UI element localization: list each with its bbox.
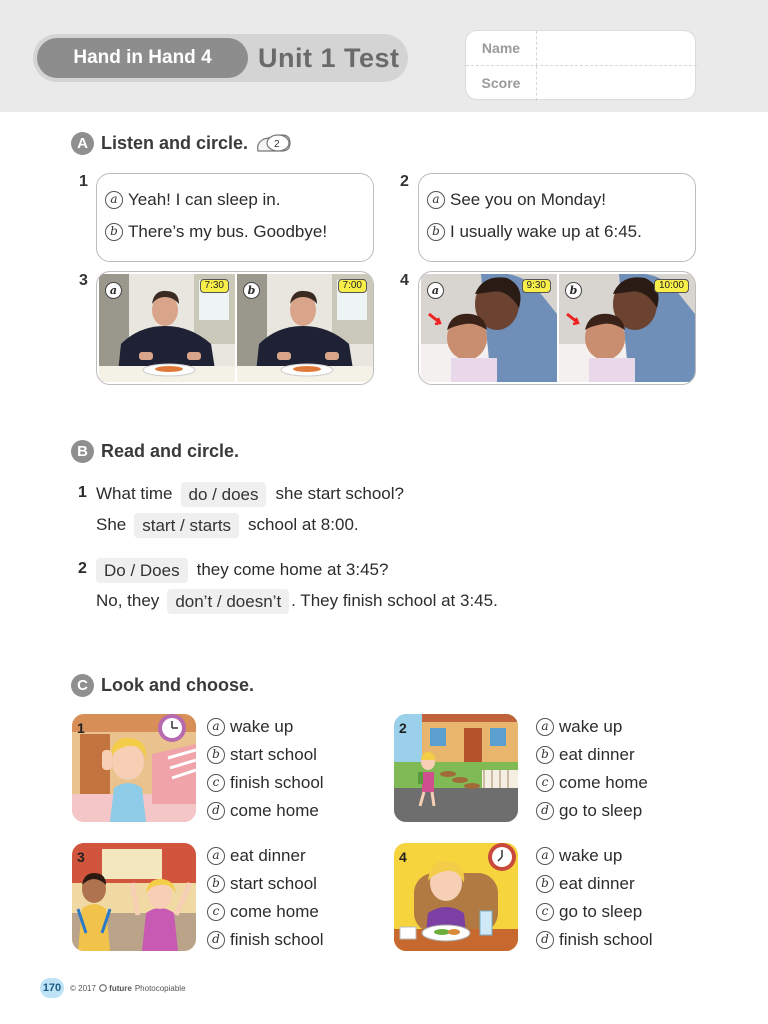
b-question-1-line-2: [96, 512, 359, 538]
photo-option-a[interactable]: [99, 274, 235, 382]
option-text: Yeah! I can sleep in.: [128, 190, 281, 209]
sentence-text: No, they: [96, 591, 160, 610]
publisher-logo: [99, 984, 132, 993]
options-4: [536, 842, 653, 954]
track-number: 2: [274, 139, 280, 150]
sentence-text: they come home at 3:45?: [196, 560, 389, 579]
photo-option-b[interactable]: [559, 274, 695, 382]
section-a-badge: A: [71, 132, 94, 155]
option-row[interactable]: [207, 713, 324, 741]
option-text: There’s my bus. Goodbye!: [128, 222, 328, 241]
b-question-2-line-2: [96, 588, 498, 614]
sentence-text: school at 8:00.: [248, 515, 359, 534]
picture-4-eating-dinner: [394, 843, 518, 951]
option-row[interactable]: [207, 842, 324, 870]
option-text: come home: [230, 902, 319, 921]
option-b-circle[interactable]: b: [427, 223, 445, 241]
section-b-badge: B: [71, 440, 94, 463]
option-text: eat dinner: [230, 846, 306, 865]
option-b-circle[interactable]: b: [105, 223, 123, 241]
section-c-badge: C: [71, 674, 94, 697]
option-text: wake up: [559, 846, 623, 865]
section-a-title: Listen and circle.: [101, 132, 249, 153]
options-2: [536, 713, 648, 825]
option-text: finish school: [230, 930, 324, 949]
option-text: come home: [559, 773, 648, 792]
word-choice[interactable]: don’t / doesn’t: [167, 589, 289, 614]
b-question-1-line-1: [96, 481, 404, 507]
page-header: [0, 0, 768, 112]
sentence-text: she start school?: [275, 484, 404, 503]
picture-2-coming-home: [394, 714, 518, 822]
word-choice[interactable]: do / does: [181, 482, 267, 507]
option-row[interactable]: [207, 769, 324, 797]
option-circle[interactable]: b: [207, 875, 225, 893]
clock-time: 10:00: [654, 279, 689, 293]
option-row[interactable]: [536, 769, 648, 797]
picture-1-waking-up: [72, 714, 196, 822]
picture-number: 3: [77, 849, 85, 865]
question-1-option-b[interactable]: [105, 222, 327, 242]
photo-option-a[interactable]: [421, 274, 557, 382]
option-text: go to sleep: [559, 801, 643, 820]
option-circle[interactable]: a: [207, 718, 225, 736]
option-a-circle[interactable]: a: [105, 191, 123, 209]
page-footer: [40, 978, 186, 998]
option-text: start school: [230, 745, 317, 764]
question-3-photos: [96, 271, 374, 385]
section-b-heading: [71, 439, 239, 463]
question-number: 1: [79, 173, 88, 190]
option-row[interactable]: [536, 713, 648, 741]
option-circle[interactable]: d: [536, 802, 554, 820]
option-row[interactable]: [536, 797, 648, 825]
option-text: finish school: [559, 930, 653, 949]
question-number: 1: [78, 484, 87, 501]
copyright-text: © 2017: [70, 983, 96, 993]
option-text: go to sleep: [559, 902, 643, 921]
question-1-box: [96, 173, 374, 262]
page-number: 170: [40, 978, 64, 998]
score-row[interactable]: [466, 66, 697, 101]
option-circle[interactable]: b: [207, 746, 225, 764]
option-text: wake up: [230, 717, 294, 736]
question-1-option-a[interactable]: [105, 190, 281, 210]
section-b-title: Read and circle.: [101, 440, 240, 461]
b-question-2-line-1: [88, 557, 388, 583]
audio-cd-icon[interactable]: [254, 131, 294, 155]
option-circle[interactable]: c: [207, 903, 225, 921]
name-row[interactable]: [466, 31, 697, 66]
question-4-photos: [418, 271, 696, 385]
options-1: [207, 713, 324, 825]
option-circle[interactable]: c: [207, 774, 225, 792]
sentence-text: She: [96, 515, 127, 534]
option-row[interactable]: [207, 870, 324, 898]
picture-number: 2: [399, 720, 407, 736]
question-2-option-a[interactable]: [427, 190, 606, 210]
clock-time: 9:30: [522, 279, 551, 293]
option-text: start school: [230, 874, 317, 893]
name-label: Name: [466, 31, 537, 66]
section-c-heading: [71, 673, 254, 697]
photo-option-b[interactable]: [237, 274, 373, 382]
unit-title: Unit 1 Test: [258, 43, 400, 73]
option-text: See you on Monday!: [450, 190, 606, 209]
photo-tag-a: a: [427, 282, 444, 299]
option-row[interactable]: [536, 741, 648, 769]
option-text: eat dinner: [559, 874, 635, 893]
word-choice[interactable]: Do / Does: [96, 558, 188, 583]
question-2-box: [418, 173, 696, 262]
picture-number: 4: [399, 849, 407, 865]
option-circle[interactable]: b: [536, 875, 554, 893]
option-circle[interactable]: a: [207, 847, 225, 865]
option-circle[interactable]: c: [536, 774, 554, 792]
photo-tag-a: a: [105, 282, 122, 299]
option-circle[interactable]: a: [536, 718, 554, 736]
option-circle[interactable]: d: [536, 931, 554, 949]
option-a-circle[interactable]: a: [427, 191, 445, 209]
option-text: come home: [230, 801, 319, 820]
option-row[interactable]: [536, 842, 653, 870]
question-number: 4: [400, 272, 409, 289]
photo-tag-b: b: [243, 282, 260, 299]
option-row[interactable]: [536, 926, 653, 954]
sentence-text: What time: [96, 484, 173, 503]
option-text: wake up: [559, 717, 623, 736]
option-circle[interactable]: c: [536, 903, 554, 921]
publisher-name: future: [109, 983, 132, 993]
clock-time: 7:30: [200, 279, 229, 293]
option-text: eat dinner: [559, 745, 635, 764]
title-banner: [33, 34, 408, 82]
question-number: 2: [78, 560, 87, 577]
name-score-box: [465, 30, 696, 100]
section-a-heading: [71, 131, 294, 155]
sentence-text: . They finish school at 3:45.: [291, 591, 498, 610]
picture-3-school: [72, 843, 196, 951]
option-circle[interactable]: d: [207, 931, 225, 949]
option-circle[interactable]: a: [536, 847, 554, 865]
question-number: 3: [79, 272, 88, 289]
option-circle[interactable]: b: [536, 746, 554, 764]
option-row[interactable]: [207, 926, 324, 954]
option-row[interactable]: [536, 870, 653, 898]
option-text: I usually wake up at 6:45.: [450, 222, 642, 241]
option-row[interactable]: [207, 898, 324, 926]
option-row[interactable]: [536, 898, 653, 926]
option-text: finish school: [230, 773, 324, 792]
photocopiable-note: Photocopiable: [134, 983, 186, 993]
options-3: [207, 842, 324, 954]
word-choice[interactable]: start / starts: [134, 513, 239, 538]
question-2-option-b[interactable]: [427, 222, 642, 242]
score-label: Score: [466, 66, 537, 101]
picture-number: 1: [77, 720, 85, 736]
option-row[interactable]: [207, 797, 324, 825]
section-c-title: Look and choose.: [101, 674, 255, 695]
series-title: Hand in Hand 4: [37, 38, 248, 78]
question-number: 2: [400, 173, 409, 190]
option-row[interactable]: [207, 741, 324, 769]
option-circle[interactable]: d: [207, 802, 225, 820]
photo-tag-b: b: [565, 282, 582, 299]
clock-time: 7:00: [338, 279, 367, 293]
